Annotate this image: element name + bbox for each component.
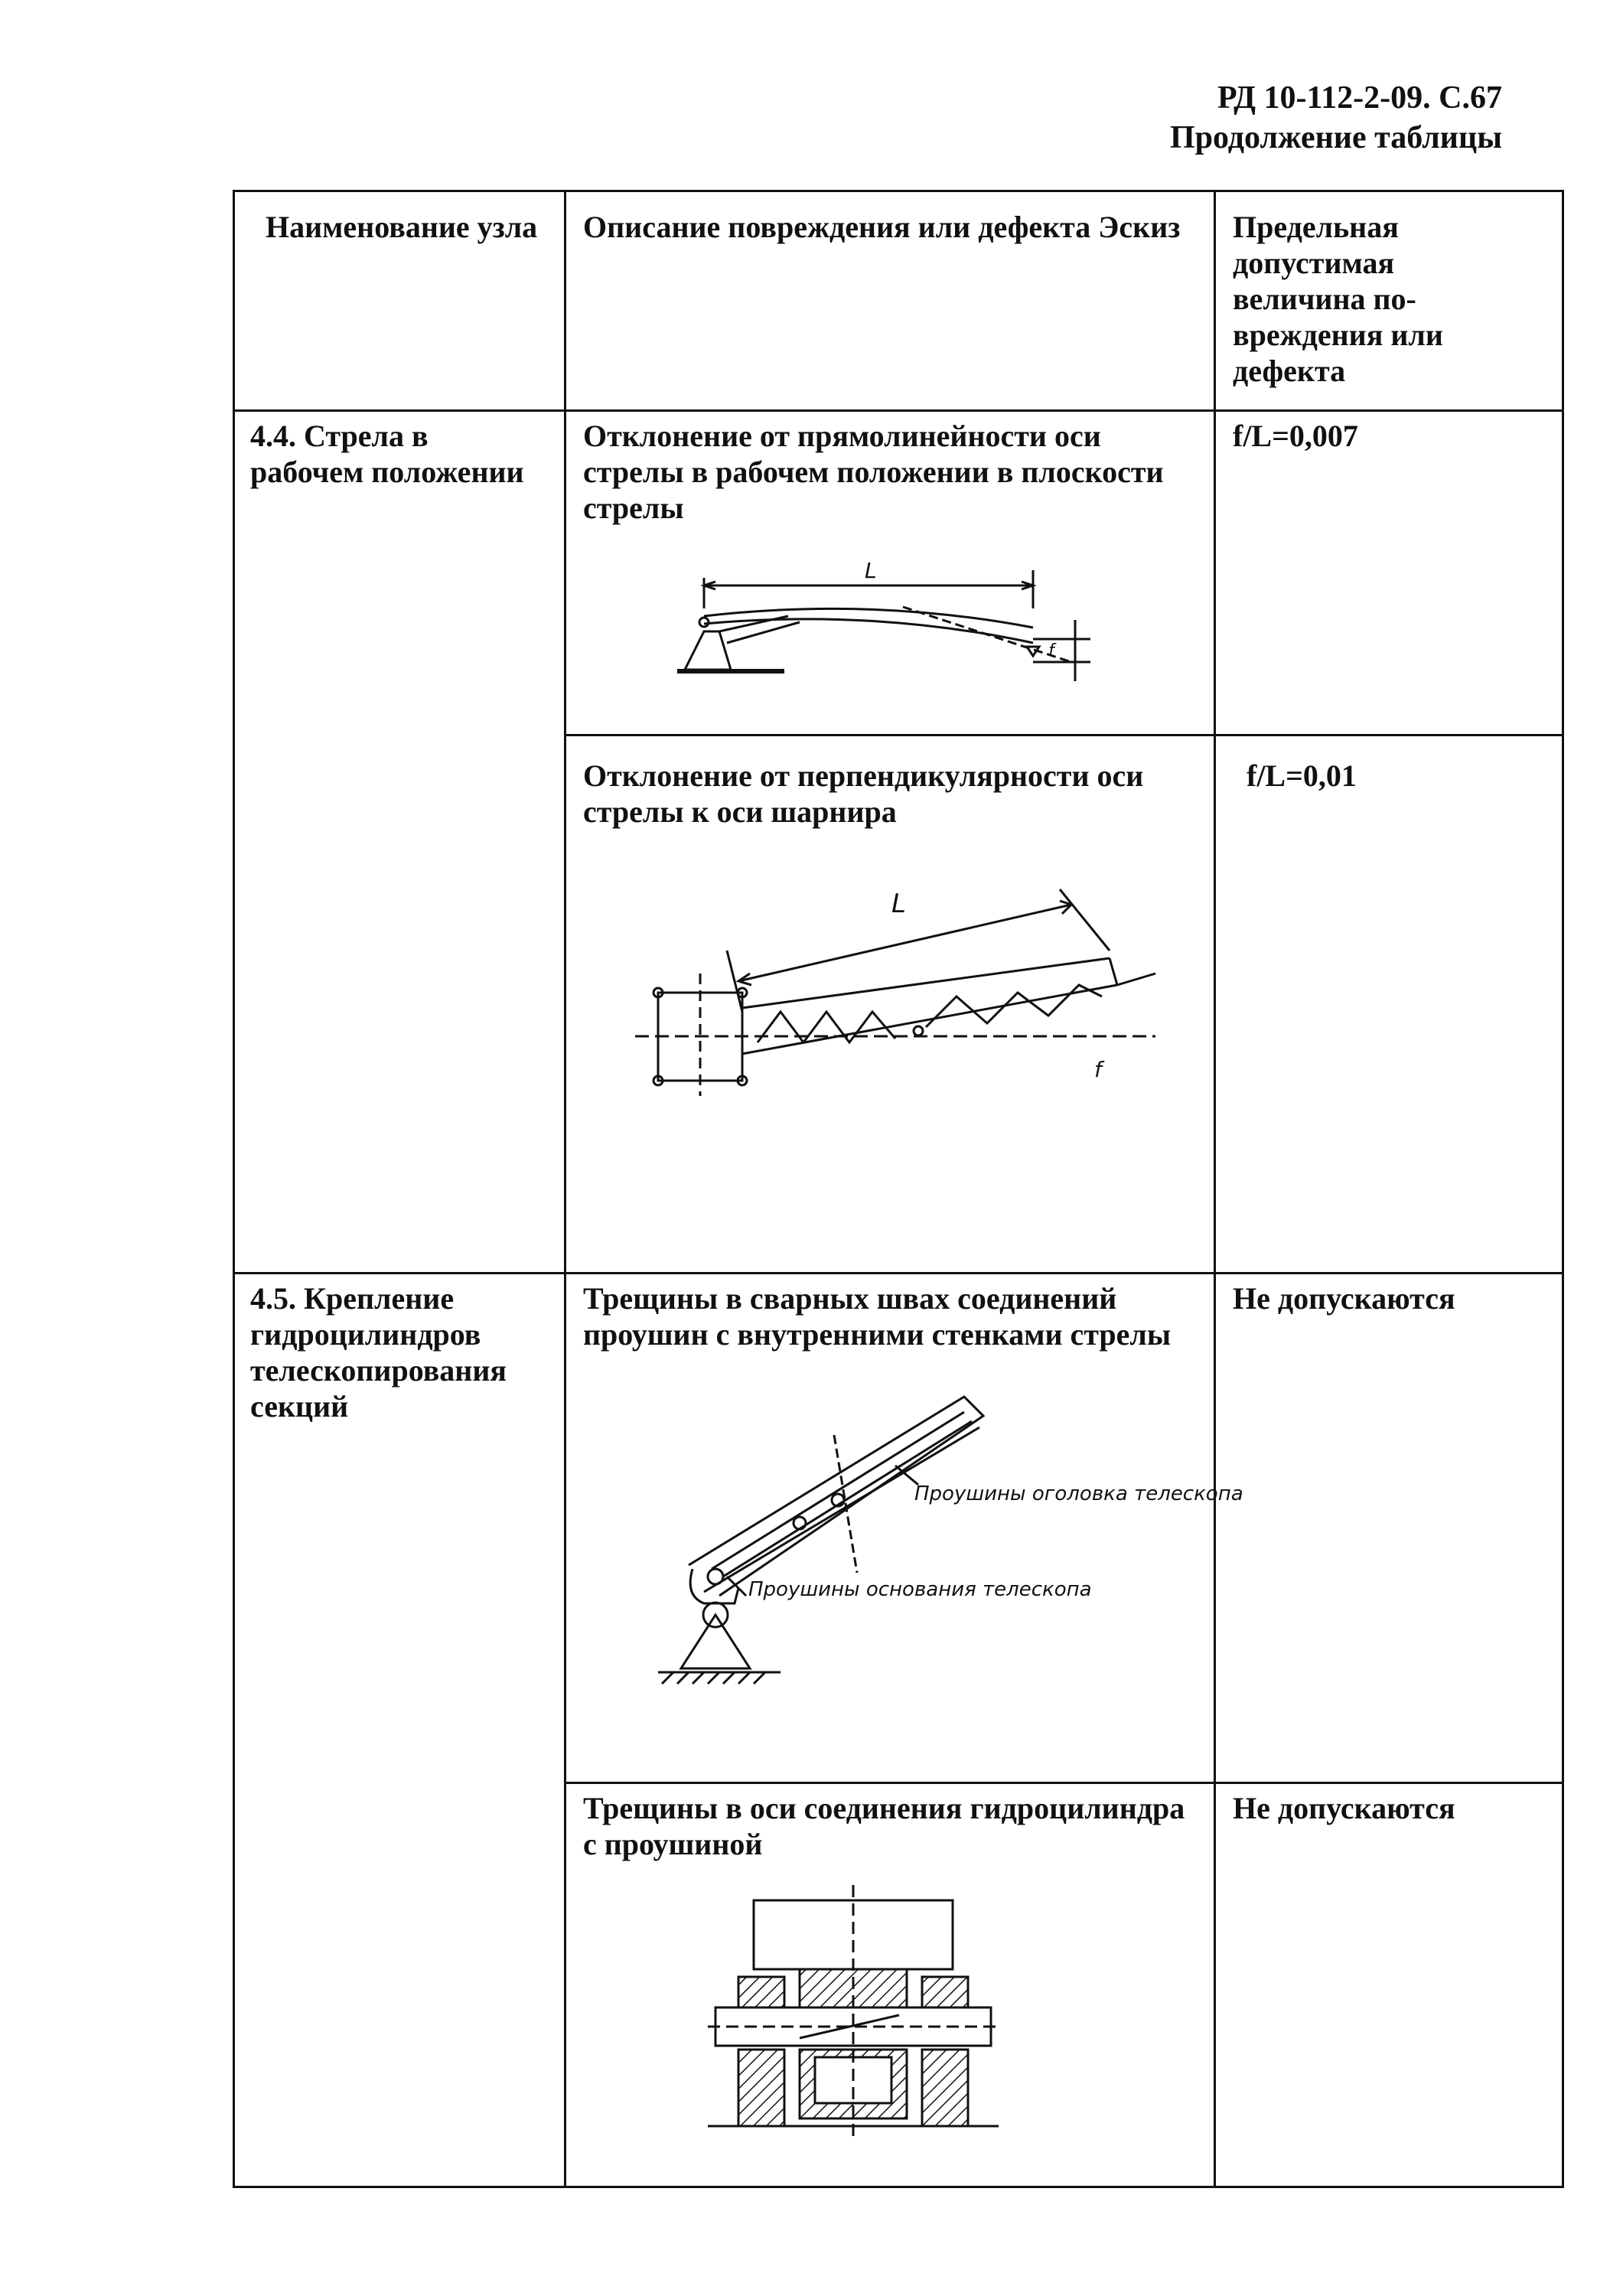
limit-value: Не допускаются bbox=[1233, 1791, 1455, 1825]
dimension-label-l: L bbox=[865, 558, 877, 583]
dimension-label-f: f bbox=[1048, 641, 1054, 660]
defect-description: Отклонение от перпендикулярности оси стрелы к оси шарнира bbox=[583, 758, 1144, 829]
table-row bbox=[234, 411, 1563, 735]
callout-base-lugs: Проушины основания телескопа bbox=[748, 1578, 1092, 1601]
column-header-node: Наименование узла bbox=[266, 210, 538, 244]
cylinder-axle-sketch bbox=[708, 1885, 999, 2138]
table-row bbox=[234, 1274, 1563, 1783]
defect-description: Трещины в сварных швах соединений проушин с внутренними стенками стрелы bbox=[583, 1281, 1172, 1352]
dimension-label-f: f bbox=[1094, 1057, 1102, 1082]
table-header-row bbox=[234, 191, 1563, 411]
column-header-description: Описание повреждения или дефекта Эскиз bbox=[583, 210, 1181, 244]
limit-value: Не допускаются bbox=[1233, 1281, 1455, 1316]
defect-description: Трещины в оси соединения гидроцилиндра с проушиной bbox=[583, 1791, 1185, 1861]
cylinder-mount-sketch bbox=[650, 1374, 1243, 1695]
limit-value: f/L=0,01 bbox=[1247, 758, 1357, 793]
column-header-limit: Предельная допустимая величина по-вреждения или дефекта bbox=[1233, 210, 1443, 388]
limit-value: f/L=0,007 bbox=[1233, 419, 1358, 453]
document-code: РД 10-112-2-09. С.67 bbox=[1217, 80, 1502, 116]
table-continuation-label: Продолжение таблицы bbox=[1169, 120, 1502, 155]
node-name: 4.5. Крепление гидроцилиндров телескопирования секций bbox=[250, 1281, 507, 1424]
callout-head-lugs: Проушины оголовка телескопа bbox=[914, 1482, 1243, 1505]
boom-perpendicularity-sketch bbox=[620, 859, 1171, 1111]
defect-description: Отклонение от прямолинейности оси стрелы в рабочем положении в плоскости стрелы bbox=[583, 419, 1164, 525]
dimension-label-l: L bbox=[891, 889, 906, 919]
boom-straightness-sketch bbox=[673, 555, 1102, 700]
node-name: 4.4. Стрела в рабочем положении bbox=[250, 419, 524, 489]
defects-table bbox=[233, 190, 1564, 2188]
